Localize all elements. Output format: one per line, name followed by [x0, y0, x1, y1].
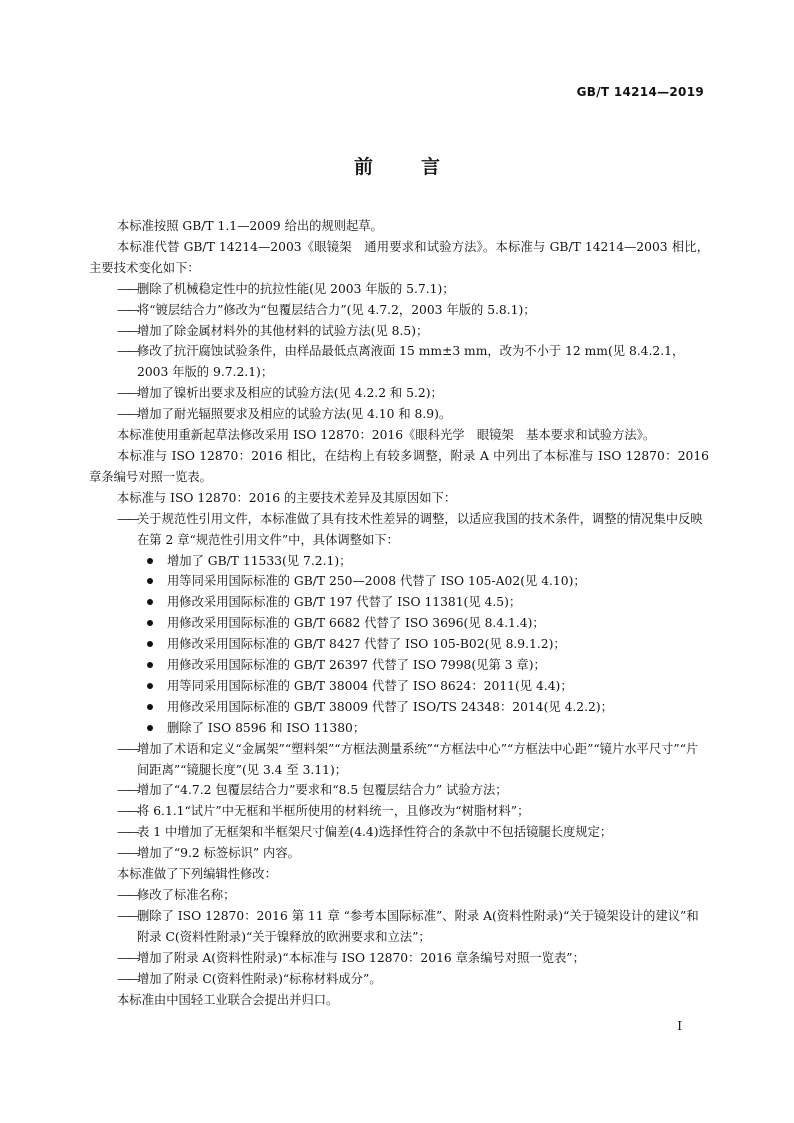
dash-mark: ——: [117, 908, 138, 923]
standard-code: GB/T 14214—2019: [576, 85, 704, 99]
list-item: —— 增加了耐光辐照要求及相应的试验方法(见 4.10 和 8.9)。: [89, 404, 709, 425]
bullet-item: 用修改采用国际标准的 GB/T 38009 代替了 ISO/TS 24348：2014(见 4.2.2)；: [89, 697, 709, 718]
list-item: —— 增加了“9.2 标签标识” 内容。: [89, 843, 709, 864]
dash-mark: ——: [117, 511, 138, 526]
list-item: —— 增加了除金属材料外的其他材料的试验方法(见 8.5)；: [89, 321, 709, 342]
paragraph: 本标准按照 GB/T 1.1—2009 给出的规则起草。: [117, 219, 383, 233]
dash-mark: ——: [117, 888, 138, 902]
bullet-dot-icon: [147, 620, 153, 626]
dash-mark: ——: [117, 302, 138, 317]
bullet-dot-icon: [147, 683, 153, 689]
page-number: I: [677, 1019, 682, 1033]
dash-mark: ——: [117, 804, 138, 819]
paragraph: 本标准使用重新起草法修改采用 ISO 12870：2016《眼科光学 眼镜架 基本要求和试验方法》。: [117, 428, 656, 443]
bullet-item: 用修改采用国际标准的 GB/T 197 代替了 ISO 11381(见 4.5)；: [89, 592, 709, 613]
bullet-dot-icon: [147, 662, 153, 668]
bullet-item: 用修改采用国际标准的 GB/T 6682 代替了 ISO 3696(见 8.4.1.4)；: [89, 613, 709, 634]
list-item: —— 修改了抗汗腐蚀试验条件，由样品最低点离液面 15 mm±3 mm，改为不小于 12 mm(见 8.4.2.1，2003 年版的 9.7.2.1)；: [89, 341, 709, 383]
list-item: —— 将 6.1.1“试片”中无框和半框所使用的材料统一，且修改为“树脂材料”；: [89, 801, 709, 822]
bullet-item: 删除了 ISO 8596 和 ISO 11380；: [89, 718, 709, 739]
bullet-dot-icon: [147, 704, 153, 710]
list-item: —— 将“镀层结合力”修改为“包覆层结合力”(见 4.7.2，2003 年版的 5.8.1)；: [89, 300, 709, 321]
paragraph: 本标准由中国轻工业联合会提出并归口。: [117, 992, 339, 1007]
bullet-item: 用修改采用国际标准的 GB/T 26397 代替了 ISO 7998(见第 3 章)；: [89, 655, 709, 676]
bullet-item: 增加了 GB/T 11533(见 7.2.1)；: [89, 551, 709, 572]
dash-mark: ——: [117, 386, 138, 401]
list-item: —— 表 1 中增加了无框架和半框架尺寸偏差(4.4)选择性符合的条款中不包括镜腿长度规定；: [89, 822, 709, 843]
list-item: —— 删除了机械稳定性中的抗拉性能(见 2003 年版的 5.7.1)；: [89, 279, 709, 300]
list-item: —— 增加了附录 C(资料性附录)“标称材料成分”。: [89, 969, 709, 990]
foreword-body: [89, 216, 709, 1010]
list-item: —— 关于规范性引用文件，本标准做了具有技术性差异的调整，以适应我国的技术条件，调整的情况集中反映在第 2 章“规范性引用文件”中，具体调整如下：: [89, 509, 709, 551]
list-item: —— 修改了标准名称；: [89, 885, 709, 906]
dash-mark: ——: [117, 783, 138, 798]
dash-mark: ——: [117, 971, 138, 986]
dash-mark: ——: [117, 323, 138, 338]
dash-mark: ——: [117, 281, 138, 296]
bullet-item: 用等同采用国际标准的 GB/T 250—2008 代替了 ISO 105-A02(见 4.10)；: [89, 571, 709, 592]
dash-mark: ——: [117, 825, 138, 840]
list-item: —— 增加了镍析出要求及相应的试验方法(见 4.2.2 和 5.2)；: [89, 383, 709, 404]
dash-mark: ——: [117, 741, 138, 756]
dash-mark: ——: [117, 950, 138, 965]
page-title: 前言: [353, 156, 488, 178]
list-item: —— 增加了“4.7.2 包覆层结合力”要求和“8.5 包覆层结合力” 试验方法；: [89, 780, 709, 801]
paragraph: 本标准代替 GB/T 14214—2003《眼镜架 通用要求和试验方法》。本标准与 GB/T 14214—2003 相比，主要技术变化如下：: [89, 239, 709, 275]
dash-mark: ——: [117, 846, 138, 861]
bullet-dot-icon: [147, 725, 153, 731]
bullet-item: 用修改采用国际标准的 GB/T 8427 代替了 ISO 105-B02(见 8.9.1.2)；: [89, 634, 709, 655]
paragraph: 本标准做了下列编辑性修改：: [117, 867, 277, 882]
paragraph: 本标准与 ISO 12870：2016 的主要技术差异及其原因如下：: [117, 490, 457, 505]
bullet-item: 用等同采用国际标准的 GB/T 38004 代替了 ISO 8624：2011(见 4.4)；: [89, 676, 709, 697]
dash-mark: ——: [117, 344, 138, 359]
list-item: —— 删除了 ISO 12870：2016 第 11 章 “参考本国际标准”、附录 A(资料性附录)“关于镜架设计的建议”和附录 C(资料性附录)“关于镍释放的欧洲要求和立法”；: [89, 906, 709, 948]
paragraph: 本标准与 ISO 12870：2016 相比，在结构上有较多调整，附录 A 中列出了本标准与 ISO 12870：2016 章条编号对照一览表。: [89, 448, 709, 484]
bullet-dot-icon: [147, 641, 153, 647]
list-item: —— 增加了术语和定义“金属架”“塑料架”“方框法测量系统”“方框法中心”“方框法中心距”“镜片水平尺寸”“片间距离”“镜腿长度”(见 3.4 至 3.11)；: [89, 739, 709, 781]
bullet-dot-icon: [147, 599, 153, 605]
list-item: —— 增加了附录 A(资料性附录)“本标准与 ISO 12870：2016 章条编号对照一览表”；: [89, 948, 709, 969]
dash-mark: ——: [117, 407, 138, 422]
bullet-dot-icon: [147, 578, 153, 584]
bullet-dot-icon: [147, 558, 153, 564]
